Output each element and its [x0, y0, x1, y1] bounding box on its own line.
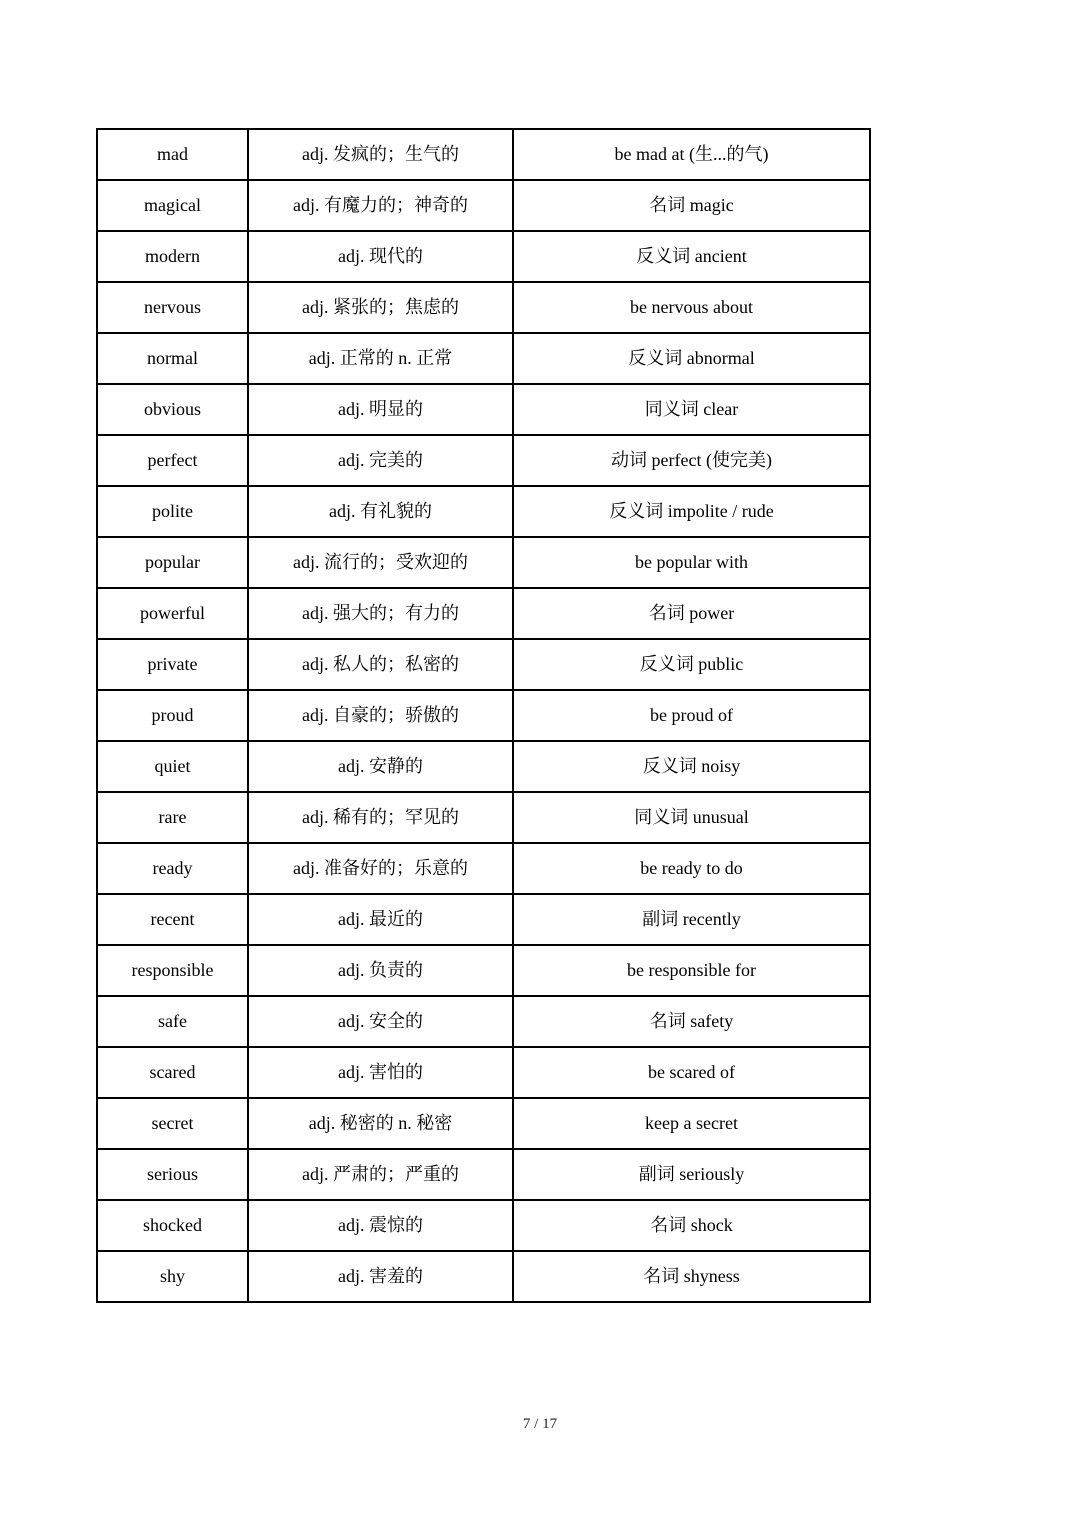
- table-row: [97, 231, 870, 282]
- table-row: [97, 435, 870, 486]
- meaning-cell: adj. 明显的: [248, 384, 513, 435]
- word-cell: polite: [97, 486, 248, 537]
- meaning-cell: adj. 有魔力的；神奇的: [248, 180, 513, 231]
- word-cell: perfect: [97, 435, 248, 486]
- meaning-cell: adj. 流行的；受欢迎的: [248, 537, 513, 588]
- table-row: [97, 588, 870, 639]
- table-row: [97, 1200, 870, 1251]
- note-cell: 副词 seriously: [513, 1149, 870, 1200]
- word-cell: recent: [97, 894, 248, 945]
- table-row: [97, 333, 870, 384]
- table-row: [97, 843, 870, 894]
- table-row: [97, 384, 870, 435]
- word-cell: rare: [97, 792, 248, 843]
- word-cell: obvious: [97, 384, 248, 435]
- note-cell: be popular with: [513, 537, 870, 588]
- meaning-cell: adj. 有礼貌的: [248, 486, 513, 537]
- table-row: [97, 537, 870, 588]
- meaning-cell: adj. 完美的: [248, 435, 513, 486]
- word-cell: serious: [97, 1149, 248, 1200]
- table-row: [97, 1047, 870, 1098]
- note-cell: be nervous about: [513, 282, 870, 333]
- word-cell: nervous: [97, 282, 248, 333]
- table-row: [97, 945, 870, 996]
- note-cell: 名词 power: [513, 588, 870, 639]
- note-cell: 副词 recently: [513, 894, 870, 945]
- table-row: [97, 486, 870, 537]
- word-cell: modern: [97, 231, 248, 282]
- table-row: [97, 1098, 870, 1149]
- word-cell: private: [97, 639, 248, 690]
- meaning-cell: adj. 震惊的: [248, 1200, 513, 1251]
- meaning-cell: adj. 准备好的；乐意的: [248, 843, 513, 894]
- table-row: [97, 639, 870, 690]
- word-cell: shy: [97, 1251, 248, 1302]
- word-cell: shocked: [97, 1200, 248, 1251]
- meaning-cell: adj. 私人的；私密的: [248, 639, 513, 690]
- meaning-cell: adj. 稀有的；罕见的: [248, 792, 513, 843]
- vocabulary-table-body: [97, 129, 870, 1302]
- table-row: [97, 1251, 870, 1302]
- note-cell: 动词 perfect (使完美): [513, 435, 870, 486]
- note-cell: 反义词 abnormal: [513, 333, 870, 384]
- note-cell: 反义词 public: [513, 639, 870, 690]
- note-cell: be mad at (生...的气): [513, 129, 870, 180]
- meaning-cell: adj. 正常的 n. 正常: [248, 333, 513, 384]
- note-cell: 反义词 noisy: [513, 741, 870, 792]
- table-row: [97, 180, 870, 231]
- meaning-cell: adj. 严肃的；严重的: [248, 1149, 513, 1200]
- meaning-cell: adj. 紧张的；焦虑的: [248, 282, 513, 333]
- meaning-cell: adj. 发疯的；生气的: [248, 129, 513, 180]
- note-cell: be ready to do: [513, 843, 870, 894]
- meaning-cell: adj. 最近的: [248, 894, 513, 945]
- note-cell: 同义词 unusual: [513, 792, 870, 843]
- table-row: [97, 996, 870, 1047]
- note-cell: keep a secret: [513, 1098, 870, 1149]
- meaning-cell: adj. 现代的: [248, 231, 513, 282]
- page-number: 7 / 17: [522, 1416, 558, 1432]
- note-cell: 反义词 impolite / rude: [513, 486, 870, 537]
- meaning-cell: adj. 害怕的: [248, 1047, 513, 1098]
- table-row: [97, 129, 870, 180]
- word-cell: responsible: [97, 945, 248, 996]
- table-row: [97, 1149, 870, 1200]
- word-cell: normal: [97, 333, 248, 384]
- note-cell: 名词 shock: [513, 1200, 870, 1251]
- note-cell: be proud of: [513, 690, 870, 741]
- note-cell: 名词 safety: [513, 996, 870, 1047]
- note-cell: be scared of: [513, 1047, 870, 1098]
- meaning-cell: adj. 负责的: [248, 945, 513, 996]
- meaning-cell: adj. 害羞的: [248, 1251, 513, 1302]
- word-cell: scared: [97, 1047, 248, 1098]
- word-cell: mad: [97, 129, 248, 180]
- vocabulary-table: [96, 128, 871, 1303]
- word-cell: magical: [97, 180, 248, 231]
- table-row: [97, 792, 870, 843]
- table-row: [97, 690, 870, 741]
- table-row: [97, 894, 870, 945]
- meaning-cell: adj. 自豪的；骄傲的: [248, 690, 513, 741]
- word-cell: powerful: [97, 588, 248, 639]
- meaning-cell: adj. 安全的: [248, 996, 513, 1047]
- word-cell: popular: [97, 537, 248, 588]
- note-cell: 名词 magic: [513, 180, 870, 231]
- word-cell: ready: [97, 843, 248, 894]
- table-row: [97, 741, 870, 792]
- word-cell: safe: [97, 996, 248, 1047]
- table-row: [97, 282, 870, 333]
- note-cell: 名词 shyness: [513, 1251, 870, 1302]
- word-cell: secret: [97, 1098, 248, 1149]
- note-cell: be responsible for: [513, 945, 870, 996]
- meaning-cell: adj. 秘密的 n. 秘密: [248, 1098, 513, 1149]
- note-cell: 同义词 clear: [513, 384, 870, 435]
- word-cell: quiet: [97, 741, 248, 792]
- meaning-cell: adj. 安静的: [248, 741, 513, 792]
- word-cell: proud: [97, 690, 248, 741]
- meaning-cell: adj. 强大的；有力的: [248, 588, 513, 639]
- note-cell: 反义词 ancient: [513, 231, 870, 282]
